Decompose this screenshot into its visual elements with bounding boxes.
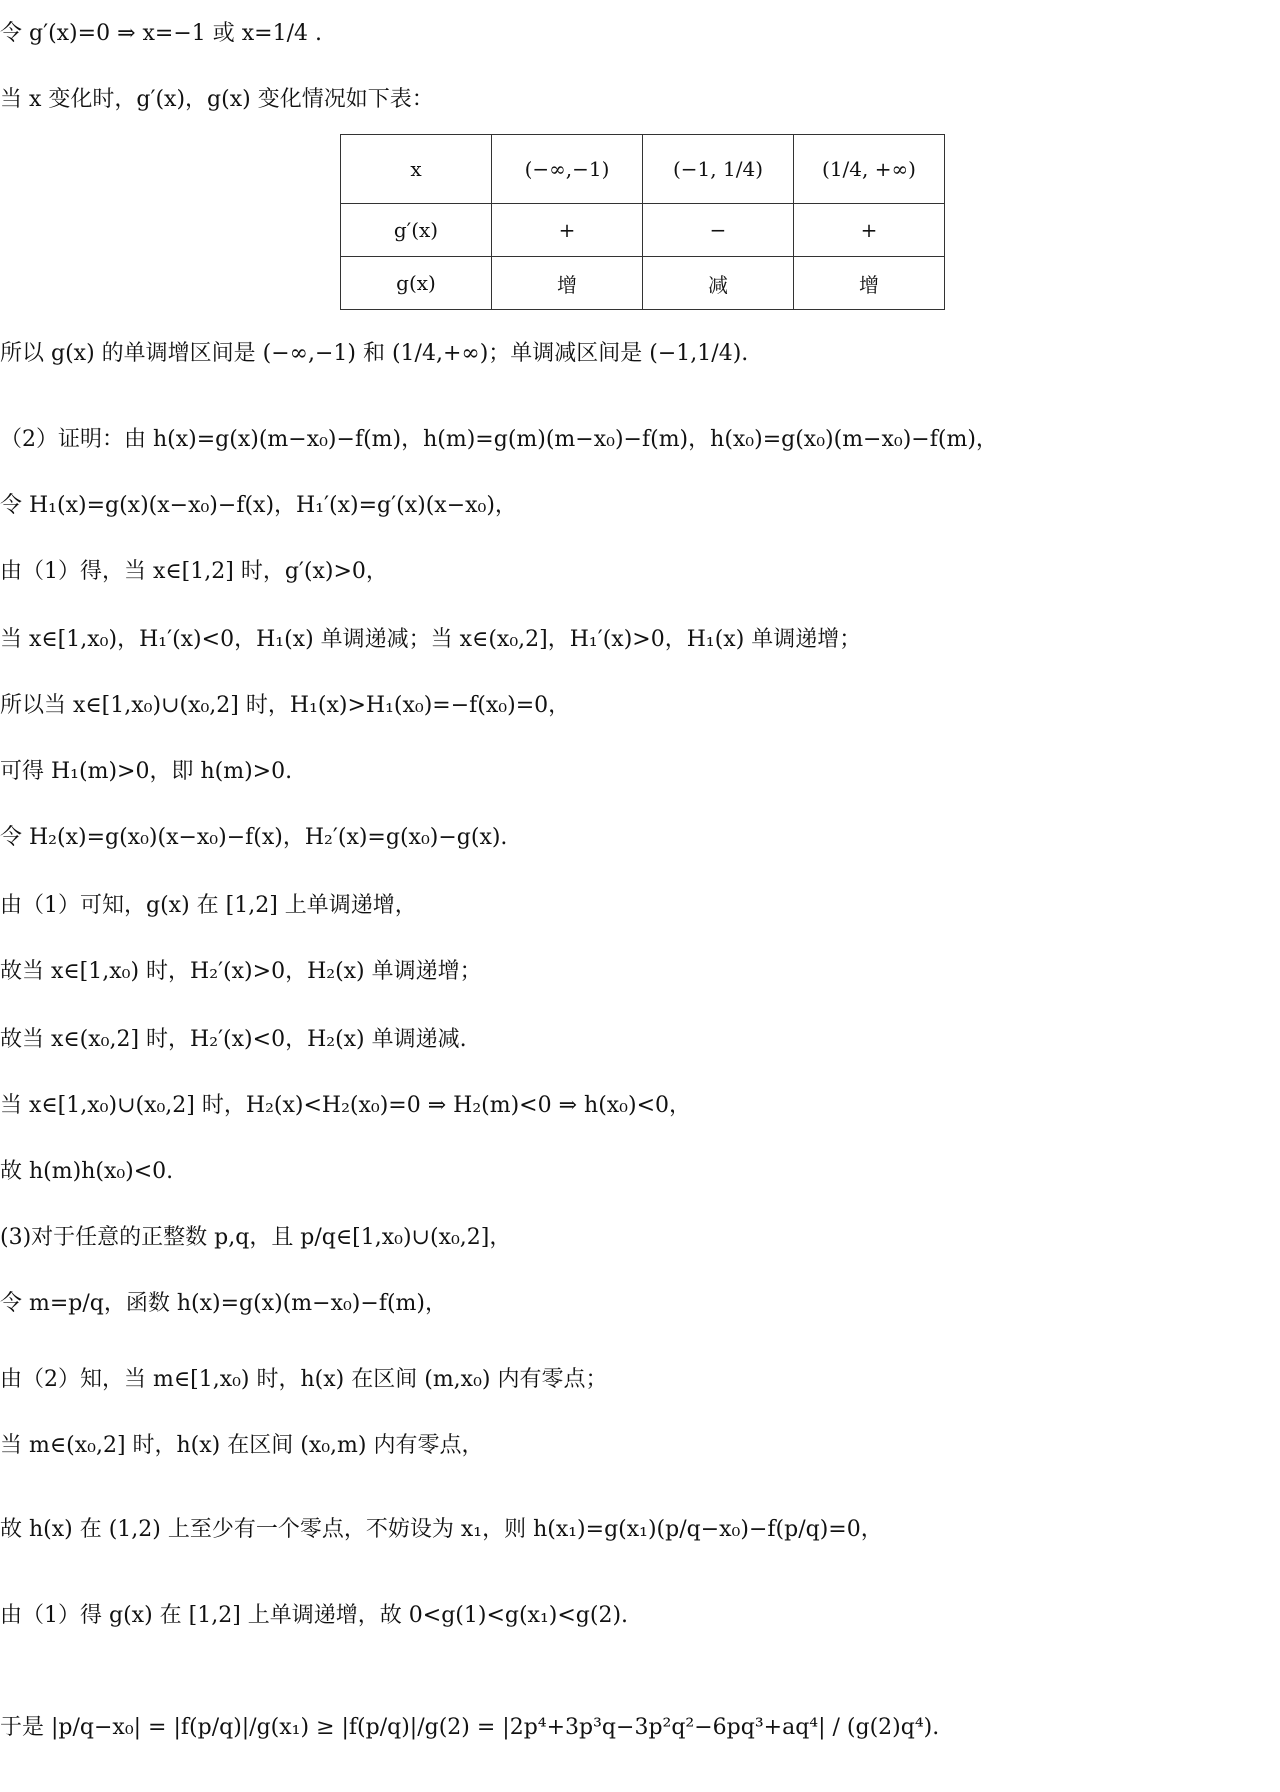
table-cell: g(x) bbox=[341, 257, 492, 310]
text-line: （2）证明：由 h(x)=g(x)(m−x₀)−f(m)，h(m)=g(m)(m−x₀)−f(m)，h(x₀)=g(x₀)(m−x₀)−f(m)， bbox=[0, 427, 998, 452]
text-line: 令 g′(x)=0 ⇒ x=−1 或 x=1/4 . bbox=[0, 21, 322, 46]
variation-table bbox=[340, 134, 945, 310]
table-cell: (−∞,−1) bbox=[492, 135, 643, 204]
table-cell: 增 bbox=[492, 257, 643, 310]
text-line: 可得 H₁(m)>0，即 h(m)>0. bbox=[0, 759, 293, 784]
text-line: (3)对于任意的正整数 p,q，且 p/q∈[1,x₀)∪(x₀,2]， bbox=[0, 1225, 512, 1250]
table-cell: − bbox=[643, 204, 794, 257]
text-line: 当 m∈(x₀,2] 时，h(x) 在区间 (x₀,m) 内有零点， bbox=[0, 1433, 484, 1458]
text-line: 当 x∈[1,x₀)∪(x₀,2] 时，H₂(x)<H₂(x₀)=0 ⇒ H₂(m)<0 ⇒ h(x₀)<0， bbox=[0, 1093, 692, 1118]
text-line: 令 H₁(x)=g(x)(x−x₀)−f(x)，H₁′(x)=g′(x)(x−x₀)， bbox=[0, 493, 517, 518]
text-line: 所以当 x∈[1,x₀)∪(x₀,2] 时，H₁(x)>H₁(x₀)=−f(x₀)=0， bbox=[0, 693, 571, 718]
table-cell: (−1, 1/4) bbox=[643, 135, 794, 204]
text-line: 由（1）可知，g(x) 在 [1,2] 上单调递增， bbox=[0, 893, 417, 918]
text-line: 于是 |p/q−x₀| = |f(p/q)|/g(x₁) ≥ |f(p/q)|/g(2) = |2p⁴+3p³q−3p²q²−6pq³+aq⁴| / (g(2)q⁴). bbox=[0, 1715, 940, 1740]
table-cell: x bbox=[341, 135, 492, 204]
text-line: 故当 x∈(x₀,2] 时，H₂′(x)<0，H₂(x) 单调递减. bbox=[0, 1027, 467, 1052]
table-cell: + bbox=[794, 204, 945, 257]
table-cell: g′(x) bbox=[341, 204, 492, 257]
text-line: 故 h(m)h(x₀)<0. bbox=[0, 1159, 174, 1184]
text-line: 故 h(x) 在 (1,2) 上至少有一个零点，不妨设为 x₁，则 h(x₁)=g(x₁)(p/q−x₀)−f(p/q)=0， bbox=[0, 1517, 883, 1542]
text-line: 当 x 变化时，g′(x)，g(x) 变化情况如下表： bbox=[0, 87, 434, 112]
text-line: 故当 x∈[1,x₀) 时，H₂′(x)>0，H₂(x) 单调递增； bbox=[0, 959, 482, 984]
text-line: 当 x∈[1,x₀)，H₁′(x)<0，H₁(x) 单调递减；当 x∈(x₀,2]，H₁′(x)>0，H₁(x) 单调递增； bbox=[0, 627, 862, 652]
text-line: 由（1）得 g(x) 在 [1,2] 上单调递增，故 0<g(1)<g(x₁)<g(2). bbox=[0, 1603, 629, 1628]
table-cell: + bbox=[492, 204, 643, 257]
text-line: 由（2）知，当 m∈[1,x₀) 时，h(x) 在区间 (m,x₀) 内有零点； bbox=[0, 1367, 608, 1392]
table-cell: 减 bbox=[643, 257, 794, 310]
text-line: 令 m=p/q，函数 h(x)=g(x)(m−x₀)−f(m)， bbox=[0, 1291, 447, 1316]
text-line: 由（1）得，当 x∈[1,2] 时，g′(x)>0， bbox=[0, 559, 388, 584]
table-cell: (1/4, +∞) bbox=[794, 135, 945, 204]
text-line: 令 H₂(x)=g(x₀)(x−x₀)−f(x)，H₂′(x)=g(x₀)−g(x). bbox=[0, 825, 508, 850]
table-cell: 增 bbox=[794, 257, 945, 310]
text-line: 所以 g(x) 的单调增区间是 (−∞,−1) 和 (1/4,+∞)；单调减区间是 (−1,1/4). bbox=[0, 341, 749, 366]
